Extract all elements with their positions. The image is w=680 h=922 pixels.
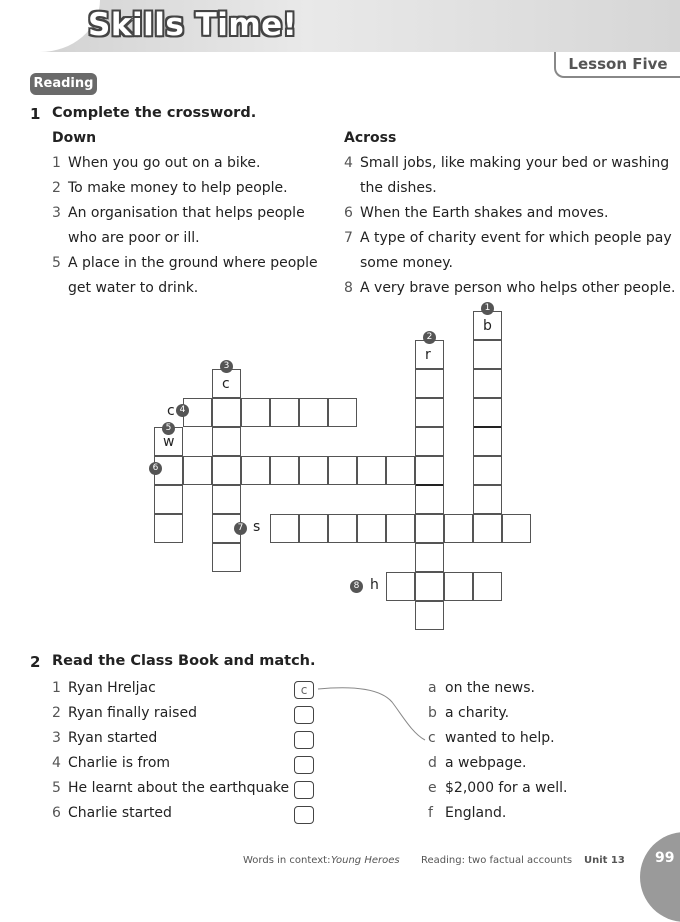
match-item-number: 6: [52, 805, 61, 821]
option-text: a webpage.: [445, 755, 527, 771]
clue-number-badge: 4: [176, 404, 189, 417]
clue-number-badge: 3: [220, 360, 233, 373]
option-letter: e: [428, 780, 437, 796]
match-item-text: Ryan started: [68, 730, 158, 746]
given-letter: b: [483, 318, 492, 334]
option-text: on the news.: [445, 680, 535, 696]
clue-number-badge: 6: [149, 462, 162, 475]
down-clue-number: 1: [52, 155, 61, 171]
footer-context-label: Words in context:: [243, 855, 331, 866]
option-letter: d: [428, 755, 437, 771]
down-heading: Down: [52, 130, 97, 146]
down-clue-text: get water to drink.: [68, 280, 199, 296]
footer-context-value: Young Heroes: [331, 855, 400, 866]
across-clue-text: A very brave person who helps other people.: [360, 280, 676, 296]
answer-box[interactable]: c: [294, 681, 314, 699]
down-clue-text: A place in the ground where people: [68, 255, 318, 271]
across-clue-text: some money.: [360, 255, 453, 271]
down-clue-text: When you go out on a bike.: [68, 155, 261, 171]
across-clue-text: When the Earth shakes and moves.: [360, 205, 609, 221]
exercise-2-number: 2: [30, 653, 41, 671]
page-number: 99: [655, 850, 675, 866]
option-text: wanted to help.: [445, 730, 555, 746]
clue-number-badge: 1: [481, 302, 494, 315]
given-letter: w: [163, 434, 175, 450]
option-letter: a: [428, 680, 437, 696]
across-clue-text: A type of charity event for which people pay: [360, 230, 672, 246]
down-clue-number: 3: [52, 205, 61, 221]
match-item-text: Ryan Hreljac: [68, 680, 156, 696]
match-item-text: Ryan finally raised: [68, 705, 197, 721]
option-letter: b: [428, 705, 437, 721]
exercise-1-number: 1: [30, 105, 41, 123]
across-clue-number: 8: [344, 280, 353, 296]
page-title: Skills Time!: [88, 7, 298, 43]
option-text: a charity.: [445, 705, 510, 721]
down-clue-text: To make money to help people.: [68, 180, 288, 196]
clue-number-badge: 8: [350, 580, 363, 593]
across-heading: Across: [344, 130, 397, 146]
down-clue-text: who are poor or ill.: [68, 230, 200, 246]
option-text: England.: [445, 805, 507, 821]
example-match-line: [318, 688, 425, 740]
given-letter: c: [222, 376, 230, 392]
given-letter: s: [253, 519, 261, 535]
reading-badge: Reading: [30, 73, 97, 95]
lesson-label: Lesson Five: [554, 52, 680, 78]
down-clue-number: 2: [52, 180, 61, 196]
match-item-number: 3: [52, 730, 61, 746]
given-letter: c: [167, 403, 175, 419]
match-item-number: 4: [52, 755, 61, 771]
option-letter: c: [428, 730, 436, 746]
down-clue-number: 5: [52, 255, 61, 271]
across-clue-text: Small jobs, like making your bed or washing: [360, 155, 670, 171]
across-clue-number: 6: [344, 205, 353, 221]
match-item-number: 1: [52, 680, 61, 696]
down-clue-text: An organisation that helps people: [68, 205, 305, 221]
footer-skill: Reading: two factual accounts: [421, 855, 573, 866]
clue-number-badge: 5: [162, 422, 175, 435]
match-item-number: 2: [52, 705, 61, 721]
given-letter: h: [370, 577, 379, 593]
option-text: $2,000 for a well.: [445, 780, 568, 796]
match-item-number: 5: [52, 780, 61, 796]
exercise-1-instruction: Complete the crossword.: [52, 105, 257, 121]
clue-number-badge: 2: [423, 331, 436, 344]
across-clue-number: 7: [344, 230, 353, 246]
across-clue-number: 4: [344, 155, 353, 171]
match-item-text: Charlie started: [68, 805, 172, 821]
across-clue-text: the dishes.: [360, 180, 437, 196]
match-item-text: Charlie is from: [68, 755, 171, 771]
exercise-2-instruction: Read the Class Book and match.: [52, 653, 316, 669]
clue-number-badge: 7: [234, 522, 247, 535]
match-item-text: He learnt about the earthquake: [68, 780, 290, 796]
option-letter: f: [428, 805, 433, 821]
footer-unit: Unit 13: [584, 855, 625, 866]
given-letter: r: [425, 347, 431, 363]
